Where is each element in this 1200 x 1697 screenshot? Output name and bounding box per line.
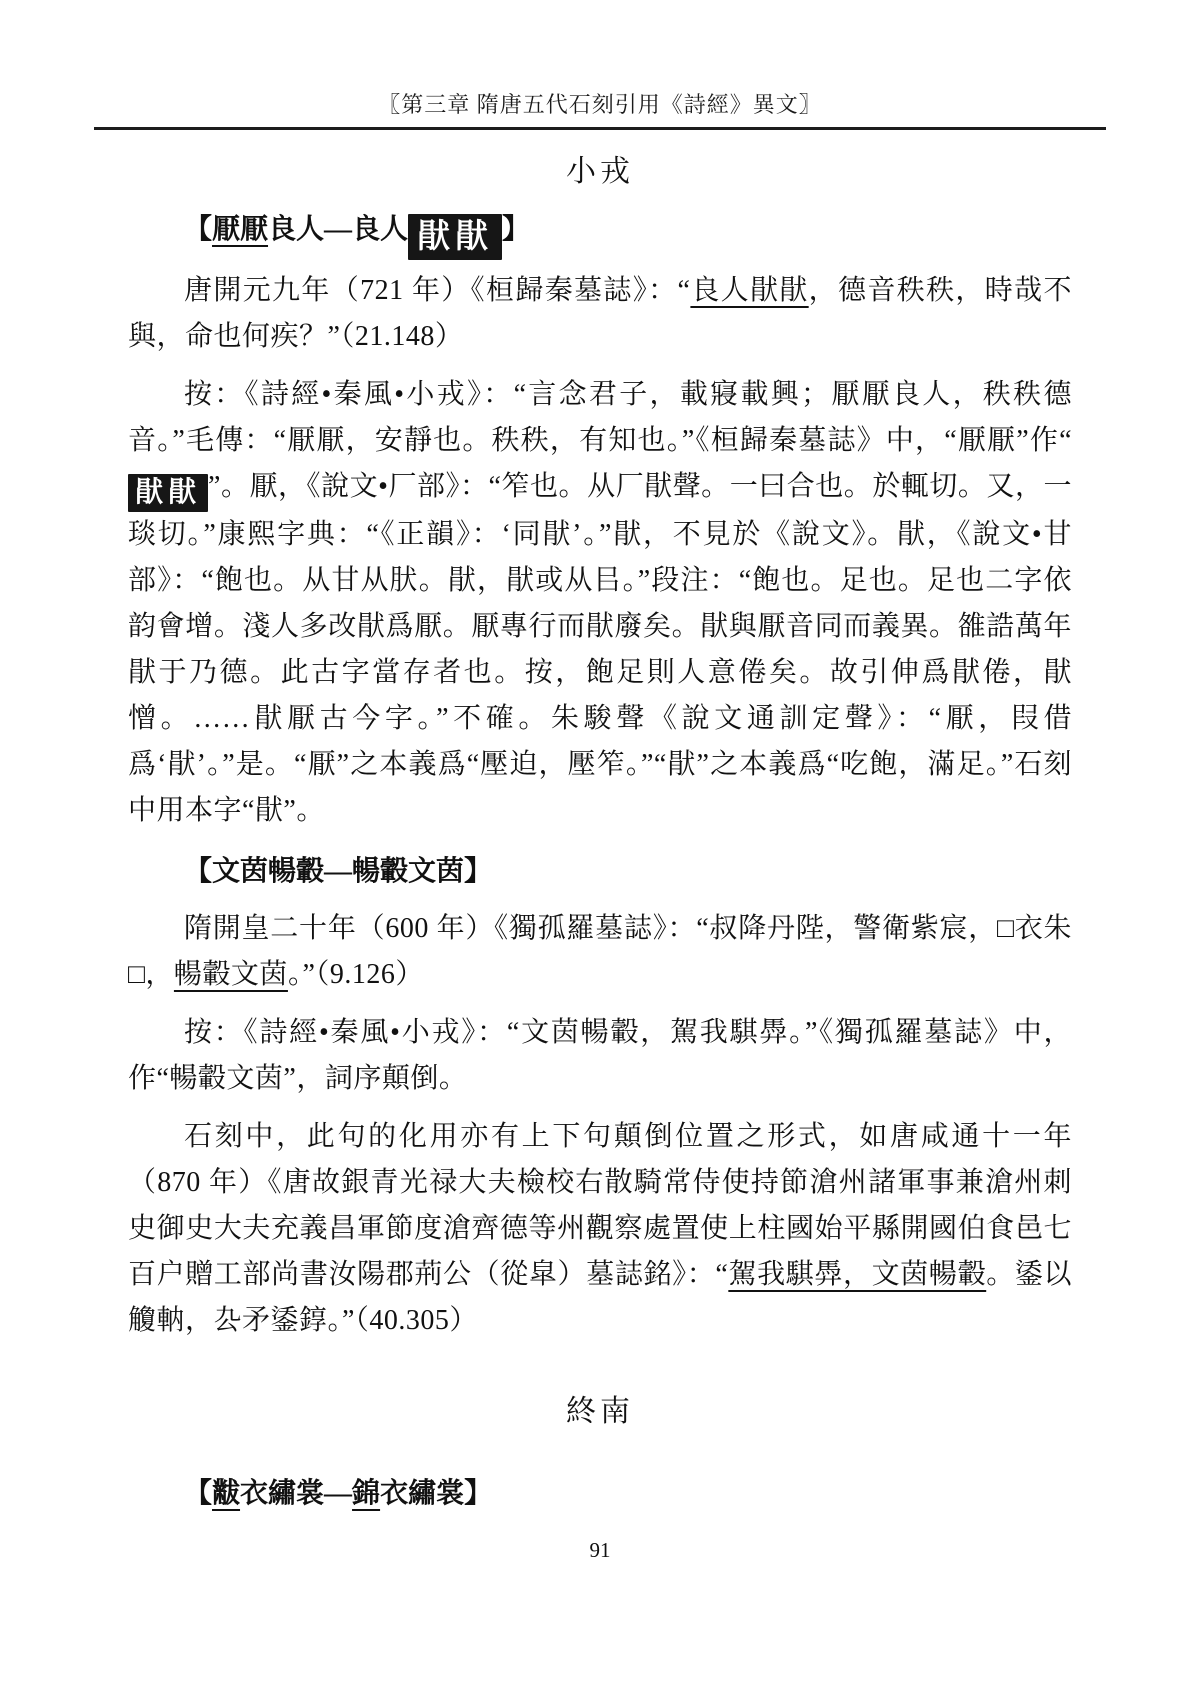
text-segment: 衣繡裳】 bbox=[380, 1478, 493, 1509]
text-segment: ”。厭，《說文•厂部》：“笮也。从厂猒聲。一曰合也。於輒切。又，一琰切。”康熙字典：“《正韻》：‘同猒’。”猒，不見於《說文》。猒，《說文•甘部》：“飽也。从甘从肰。猒，猒或从㠯。”段注：“飽也。足也。足也二字依韵會增。淺人多改猒爲厭。厭專行而猒廢矣。猒與厭音同而義異。雒誥萬年猒于乃德。此古字當存者也。按，飽足則人意倦矣。故引伸爲猒倦，猒憎。……猒厭古今字。”不確。朱駿聲《說文通訓定聲》：“厭，叚借爲‘猒’。”是。“厭”之本義爲“壓迫，壓笮。”“猒”之本義爲“吃飽，滿足。”石刻中用本字“猒”。 bbox=[128, 471, 1072, 826]
paragraph bbox=[128, 268, 1072, 360]
text-segment: 。”（9.126） bbox=[287, 959, 424, 990]
text-segment: 衣繡裳— bbox=[240, 1478, 353, 1509]
section bbox=[128, 150, 1072, 1344]
entry-heading bbox=[128, 1468, 1072, 1520]
text-segment: 】 bbox=[502, 214, 531, 245]
paragraph bbox=[128, 372, 1072, 834]
text-segment: 唐開元九年（721 年）《桓歸秦墓誌》：“ bbox=[184, 275, 691, 306]
entry-heading bbox=[128, 204, 1072, 260]
underlined-text: 駕我騏馵，文茵暢轂 bbox=[728, 1259, 987, 1290]
text-segment: 隋開皇二十年（600 年）《獨孤羅墓誌》：“叔降丹陛，警衛紫宸，□衣朱□， bbox=[128, 913, 1072, 990]
entry-heading bbox=[128, 846, 1072, 898]
text-segment: 按：《詩經•秦風•小戎》：“文茵暢轂，駕我騏馵。”《獨孤羅墓誌》中，作“暢轂文茵”，詞序顛倒。 bbox=[128, 1017, 1072, 1094]
header-rule bbox=[94, 127, 1106, 130]
inscription-image: 猒猒 bbox=[128, 474, 208, 512]
paragraph bbox=[128, 1010, 1072, 1102]
chapter-header: 〖第三章 隋唐五代石刻引用《詩經》異文〗 bbox=[378, 92, 822, 117]
page-number: 91 bbox=[589, 1538, 611, 1562]
text-segment: 【文茵暢轂—暢轂文茵】 bbox=[184, 856, 493, 887]
text-segment: 良人—良人 bbox=[268, 214, 409, 245]
underlined-text: 厭厭 bbox=[212, 214, 269, 245]
section-title: 終南 bbox=[566, 1395, 634, 1428]
text-segment: ，德音秩秩，時哉不與，命也何疾？”（21.148） bbox=[128, 275, 1072, 352]
text-segment: 【 bbox=[184, 1478, 213, 1509]
paragraph bbox=[128, 1114, 1072, 1344]
underlined-text: 暢轂文茵 bbox=[173, 959, 288, 990]
section bbox=[128, 1390, 1072, 1520]
underlined-text: 良人猒猒 bbox=[690, 275, 809, 306]
section-title: 小戎 bbox=[566, 155, 634, 188]
paragraph bbox=[128, 906, 1072, 998]
text-segment: 按：《詩經•秦風•小戎》：“言念君子，載寢載興；厭厭良人，秩秩德音。”毛傳：“厭厭，安靜也。秩秩，有知也。”《桓歸秦墓誌》中，“厭厭”作“ bbox=[128, 379, 1072, 456]
document-body bbox=[128, 138, 1072, 1528]
text-segment: 。鋈以觼軜，厹矛鋈錞。”（40.305） bbox=[128, 1259, 1072, 1336]
inscription-image: 猒猒 bbox=[408, 214, 502, 260]
underlined-text: 黻 bbox=[212, 1478, 241, 1509]
text-segment: 【 bbox=[184, 214, 213, 245]
underlined-text: 錦 bbox=[352, 1478, 381, 1509]
text-segment: 石刻中，此句的化用亦有上下句顛倒位置之形式，如唐咸通十一年（870 年）《唐故銀青光禄大夫檢校右散騎常侍使持節滄州諸軍事兼滄州刺史御史大夫充義昌軍節度滄齊德等州觀察處置使上柱國始平縣開國伯食邑七百户贈工部尚書汝陽郡荊公（從皐）墓誌銘》：“ bbox=[128, 1121, 1072, 1290]
